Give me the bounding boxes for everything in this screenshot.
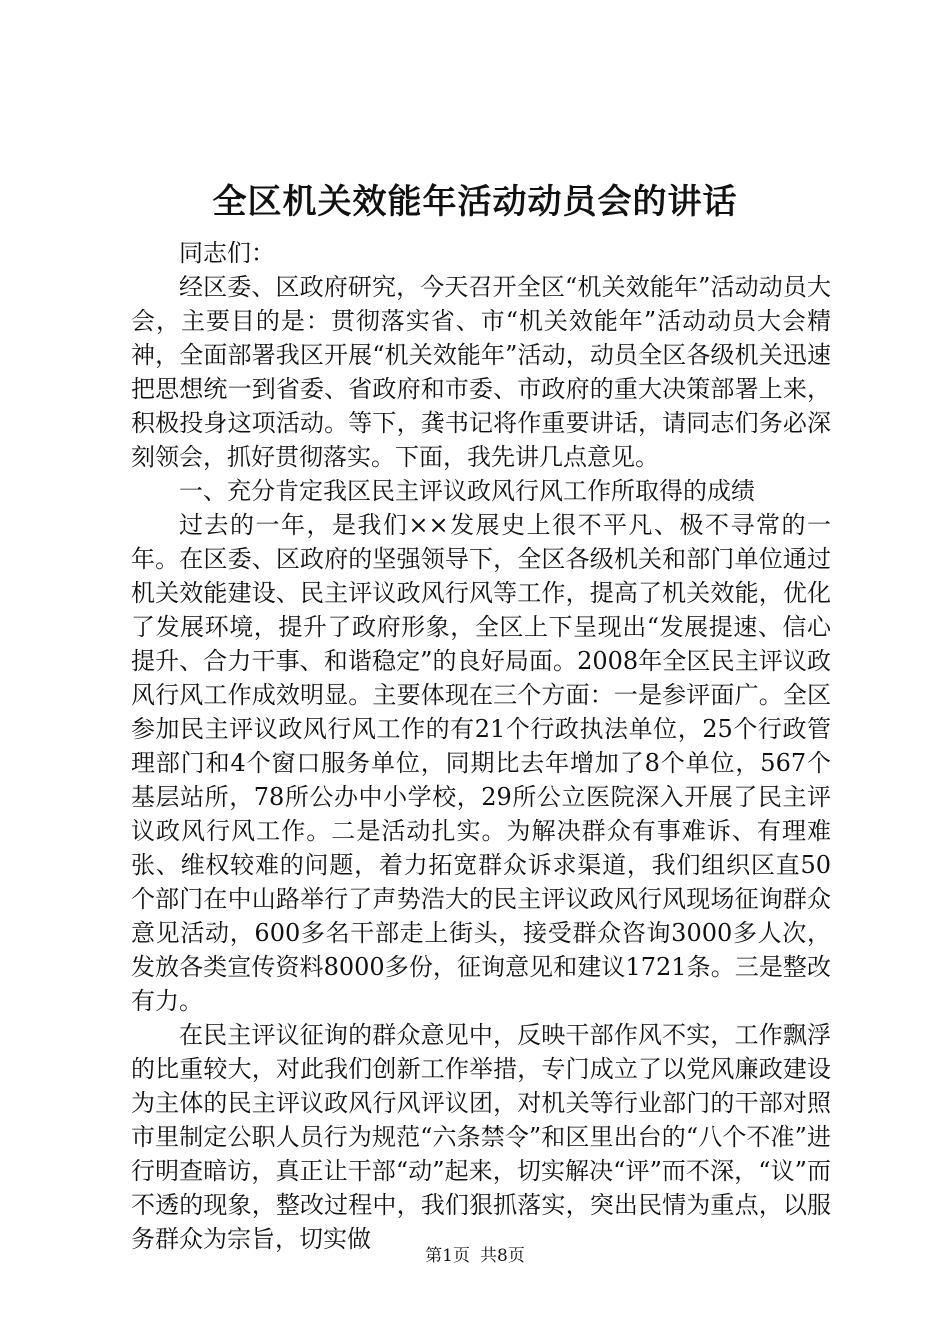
page-number: 第1页	[425, 1246, 470, 1266]
salutation-paragraph: 同志们：	[179, 239, 275, 267]
achievements-paragraph: 过去的一年，是我们××发展史上很不平凡、极不寻常的一年。在区委、区政府的坚强领导下，全区各级机关和部门单位通过机关效能建设、民主评议政风行风等工作，提高了机关效能，优化了发展环境，提升了政府形象，全区上下呈现出“发展提速、信心提升、合力干事、和谐稳定”的良好局面。2008年全区民主评议政风行风工作成效明显。主要体现在三个方面：一是参评面广。全区参加民主评议政风行风工作的有21个行政执法单位，25个行政管理部门和4个窗口服务单位，同期比去年增加了8个单位，567个基层站所，78所公办中小学校，29所公立医院深入开展了民主评议政风行风工作。二是活动扎实。为解决群众有事难诉、有理难张、维权较难的问题，着力拓宽群众诉求渠道，我们组织区直50个部门在中山路举行了声势浩大的民主评议政风行风现场征询群众意见活动，600多名干部走上街头，接受群众咨询3000多人次，发放各类宣传资料8000多份，征询意见和建议1721条。三是整改有力。	[131, 511, 831, 1015]
intro-paragraph: 经区委、区政府研究，今天召开全区“机关效能年”活动动员大会，主要目的是：贯彻落实省、市“机关效能年”活动动员大会精神，全面部署我区开展“机关效能年”活动，动员全区各级机关迅速把思想统一到省委、省政府和市委、市政府的重大决策部署上来，积极投身这项活动。等下，龚书记将作重要讲话，请同志们务必深刻领会，抓好贯彻落实。下面，我先讲几点意见。	[131, 273, 831, 471]
document-title: 全区机关效能年活动动员会的讲话	[212, 182, 738, 222]
page-footer	[0, 1244, 950, 1268]
rectification-paragraph: 在民主评议征询的群众意见中，反映干部作风不实，工作飘浮的比重较大，对此我们创新工作举措，专门成立了以党风廉政建设为主体的民主评议政风行风评议团，对机关等行业部门的干部对照市里制定公职人员行为规范“六条禁令”和区里出台的“八个不准”进行明查暗访，真正让干部“动”起来，切实解决“评”而不深，“议”而不透的现象，整改过程中，我们狠抓落实，突出民情为重点，以服务群众为宗旨，切实做	[131, 1021, 831, 1253]
section-heading: 一、充分肯定我区民主评议政风行风工作所取得的成绩	[179, 477, 755, 505]
document-body	[131, 236, 831, 1256]
page-total: 共8页	[480, 1246, 525, 1266]
